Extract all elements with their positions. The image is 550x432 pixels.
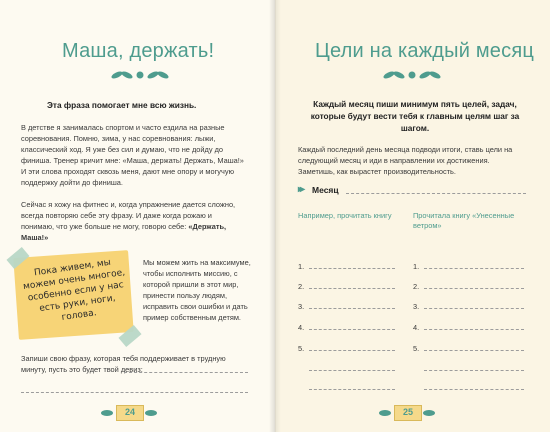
goal-number-2b: 2.	[413, 282, 420, 291]
goal-number-1b: 1.	[413, 262, 420, 271]
paragraph-2	[21, 199, 246, 243]
lead-text: Каждый месяц пиши минимум пять целей, задач, которые будут вести тебя к главным целям шаг за шагом.	[310, 99, 520, 133]
goal-line[interactable]	[424, 389, 524, 390]
leaf-right-icon	[145, 410, 157, 416]
page-number: 24	[124, 407, 135, 417]
goal-line[interactable]	[309, 329, 395, 330]
goal-line[interactable]	[424, 350, 524, 351]
goal-line[interactable]	[309, 288, 395, 289]
goal-number-4: 4.	[298, 323, 305, 332]
goal-number-5b: 5.	[413, 344, 420, 353]
column-head-sample: Прочитала книгу «Унесенные ветром»	[413, 211, 515, 230]
goal-line[interactable]	[309, 268, 395, 269]
goal-number-3b: 3.	[413, 302, 420, 311]
answer-line-2[interactable]	[21, 392, 248, 393]
month-input-line[interactable]	[346, 193, 526, 194]
leaf-right-icon	[423, 410, 435, 416]
paragraph: Каждый последний день месяца подводи итоги, ставь цели на следующий месяц и иди в направлении их достижения. Заметишь, как вырастет производительность.	[298, 145, 513, 176]
answer-line-1[interactable]	[124, 372, 248, 373]
goal-line[interactable]	[424, 268, 524, 269]
leaf-ornament-icon	[367, 68, 457, 82]
page-number-badge	[99, 403, 159, 423]
page-title: Цели на каждый месяц	[315, 40, 534, 62]
goal-number-2: 2.	[298, 282, 305, 291]
leaf-ornament-icon	[95, 68, 185, 82]
month-row	[298, 184, 528, 198]
side-text: Мы можем жить на максимуме, чтобы исполнить миссию, с которой пришли в этот мир, принести пользу людям, исправить свои ошибки и дать пример собственным детям.	[143, 258, 251, 322]
paragraph-1: В детстве я занималась спортом и часто ездила на разные соревнования. Помню, зима, у нас соревнования: лыжи, классический ход. Я уже без сил и думаю, что не дойду до финиша. Тренер кричит мне: «Маша, держать! Держать, Маша!» И эти слова проходят сквозь меня, дают мне опору и могучую поддержку дойти до финиша.	[21, 123, 244, 187]
column-head-example: Например, прочитать книгу	[298, 211, 392, 220]
sticky-note	[13, 250, 133, 340]
goal-line[interactable]	[309, 308, 395, 309]
lead-text: Эта фраза помогает мне всю жизнь.	[47, 100, 197, 110]
leaf-left-icon	[101, 410, 113, 416]
page-title: Маша, держать!	[62, 40, 215, 62]
goal-line[interactable]	[424, 308, 524, 309]
goal-line[interactable]	[309, 389, 395, 390]
goal-number-4b: 4.	[413, 323, 420, 332]
goal-number-1: 1.	[298, 262, 305, 271]
page-number: 25	[402, 407, 413, 417]
paragraph-2-text: Сейчас я хожу на фитнес и, когда упражнение дается сложно, всегда повторяю себе эту фразу. И даже когда рожаю и понимаю, что уже больше не могу, говорю себе:	[21, 200, 236, 231]
double-chevron-right-icon: ▸▸	[298, 184, 303, 195]
book-gutter	[269, 0, 281, 432]
page-number-badge	[377, 403, 437, 423]
leaf-left-icon	[379, 410, 391, 416]
motto-text: «Держать, Маша!»	[21, 222, 227, 242]
goal-line[interactable]	[424, 288, 524, 289]
goal-number-3: 3.	[298, 302, 305, 311]
prompt-text: Запиши свою фразу, которая тебя поддерживает в трудную минуту, пусть это будет твой девиз:	[21, 354, 226, 374]
goal-line[interactable]	[309, 370, 395, 371]
month-label: Месяц	[312, 185, 339, 195]
sticky-note-text: Пока живем, мы можем очень многое, особенно если у нас есть руки, ноги, голова.	[22, 257, 126, 323]
goal-line[interactable]	[424, 329, 524, 330]
goal-number-5: 5.	[298, 344, 305, 353]
goal-line[interactable]	[424, 370, 524, 371]
goal-line[interactable]	[309, 350, 395, 351]
